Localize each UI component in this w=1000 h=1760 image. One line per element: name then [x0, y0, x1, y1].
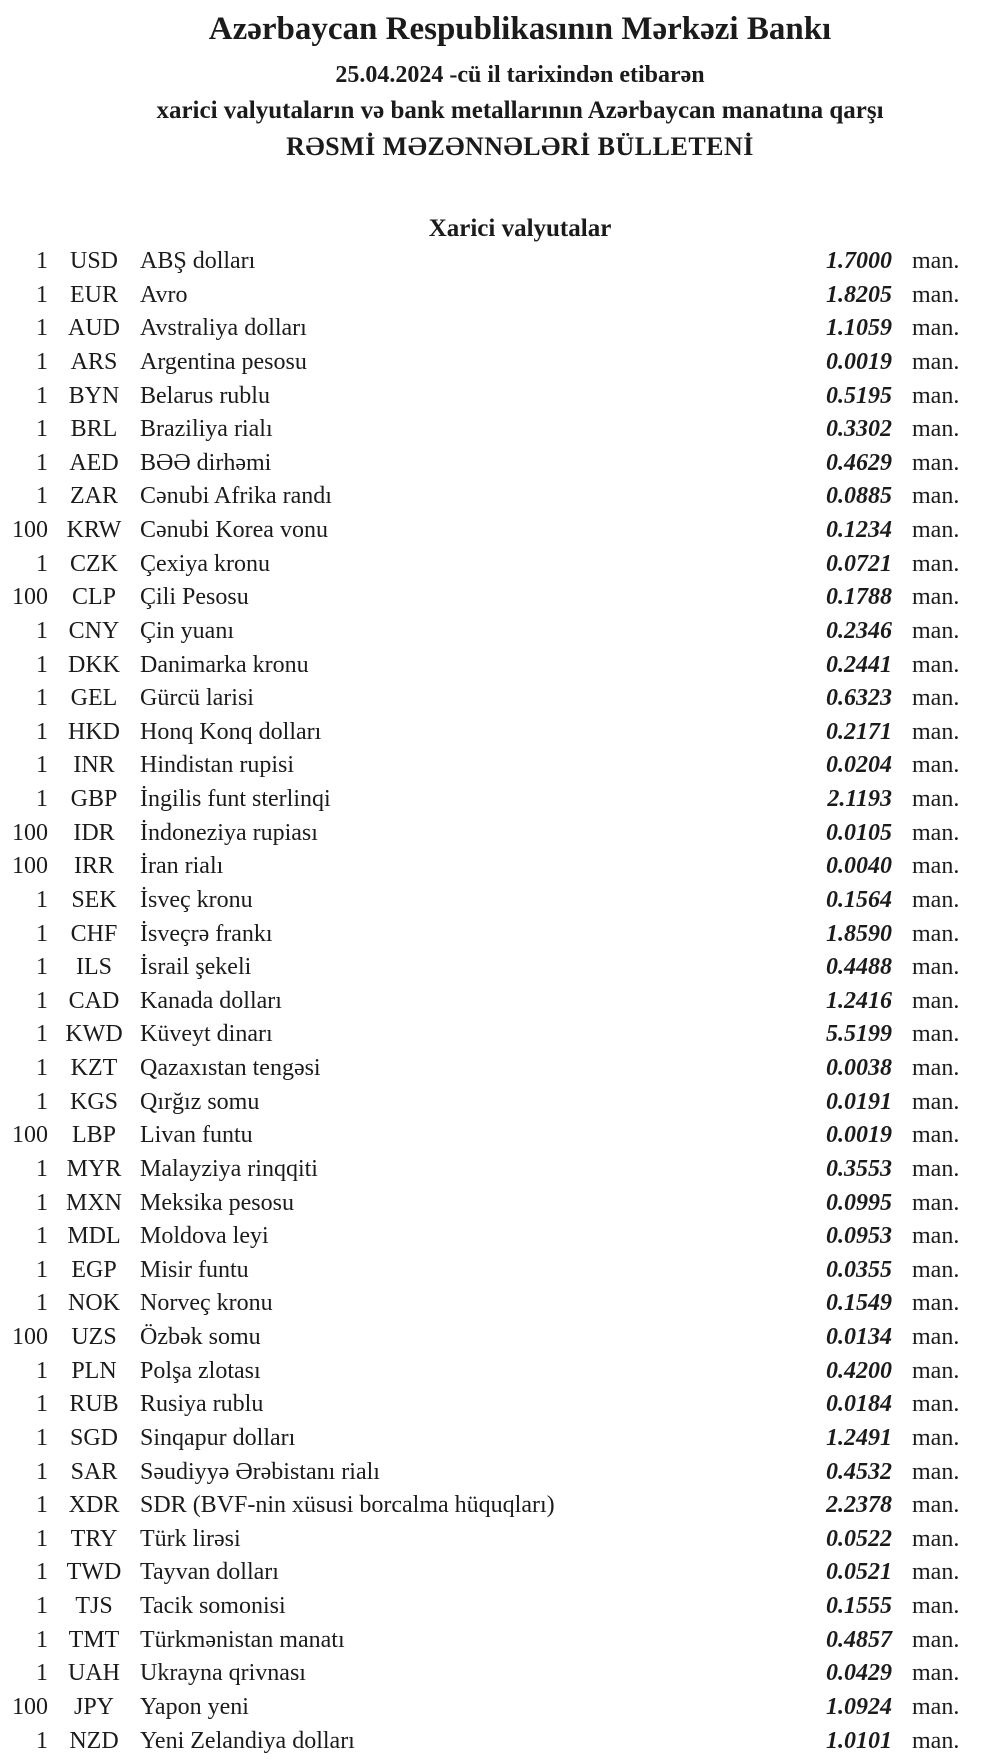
currency-unit-label: man. [912, 1357, 960, 1384]
currency-name: İsveçrə frankı [140, 920, 273, 947]
currency-code: CAD [68, 987, 120, 1014]
currency-quantity: 1 [36, 1088, 48, 1115]
section-title-foreign-currencies: Xarici valyutalar [428, 215, 612, 242]
currency-rate: 0.0134 [826, 1324, 892, 1350]
currency-name: Küveyt dinarı [140, 1021, 273, 1048]
currency-code: SGD [69, 1424, 118, 1451]
currency-rate: 0.5195 [826, 382, 892, 409]
currency-row [0, 1187, 1000, 1221]
currency-name: Argentina pesosu [140, 348, 307, 375]
currency-row [0, 1153, 1000, 1187]
currency-rate: 1.8205 [826, 281, 892, 308]
currency-rate: 0.0038 [826, 1055, 892, 1081]
currency-row [0, 1489, 1000, 1523]
currency-unit-label: man. [912, 1324, 960, 1350]
currency-quantity: 1 [36, 954, 48, 981]
currency-name: Türk lirəsi [140, 1525, 241, 1552]
currency-quantity: 100 [12, 1122, 48, 1149]
currency-rate: 0.0721 [826, 550, 892, 577]
currency-quantity: 100 [12, 517, 48, 543]
currency-unit-label: man. [912, 1424, 960, 1451]
currency-quantity: 100 [12, 1324, 48, 1350]
currency-unit-label: man. [912, 449, 960, 476]
currency-code: SEK [71, 886, 117, 913]
currency-row [0, 581, 1000, 615]
currency-row [0, 413, 1000, 447]
currency-unit-label: man. [912, 617, 960, 644]
currency-code: KGS [69, 1088, 118, 1115]
currency-code: TJS [75, 1593, 113, 1619]
currency-rate: 0.1549 [826, 1290, 892, 1317]
currency-quantity: 1 [36, 1559, 48, 1586]
currency-name: Tacik somonisi [140, 1593, 286, 1619]
currency-code: BYN [68, 382, 120, 409]
currency-name: İsrail şekeli [140, 954, 252, 981]
currency-row [0, 749, 1000, 783]
currency-unit-label: man. [912, 550, 960, 577]
currency-unit-label: man. [912, 517, 960, 543]
currency-name: Malayziya rinqqiti [140, 1155, 318, 1182]
currency-code: SAR [70, 1458, 118, 1485]
currency-name: Yapon yeni [140, 1693, 249, 1720]
currency-name: Meksika pesosu [140, 1189, 294, 1216]
currency-rate: 0.0204 [826, 752, 892, 779]
currency-quantity: 1 [36, 786, 48, 812]
currency-row [0, 1018, 1000, 1052]
rates-table [0, 245, 1000, 1758]
currency-row [0, 850, 1000, 884]
currency-code: IDR [73, 819, 115, 846]
currency-name: Türkmənistan manatı [140, 1626, 345, 1653]
currency-unit-label: man. [912, 1155, 960, 1182]
currency-code: ARS [70, 348, 118, 375]
currency-name: BƏƏ dirhəmi [140, 449, 272, 476]
currency-rate: 0.4200 [826, 1357, 892, 1384]
currency-quantity: 1 [36, 1593, 48, 1619]
currency-row [0, 480, 1000, 514]
currency-row [0, 1052, 1000, 1086]
currency-name: Norveç kronu [140, 1290, 273, 1317]
currency-quantity: 1 [36, 1727, 48, 1754]
currency-name: Qırğız somu [140, 1088, 260, 1115]
currency-name: Ukrayna qrivnası [140, 1660, 306, 1687]
currency-row [0, 716, 1000, 750]
currency-name: Danimarka kronu [140, 651, 309, 678]
currency-quantity: 1 [36, 1055, 48, 1081]
currency-code: ILS [76, 954, 112, 981]
currency-row [0, 1254, 1000, 1288]
currency-rate: 1.7000 [826, 248, 892, 274]
currency-unit-label: man. [912, 786, 960, 812]
currency-quantity: 1 [36, 382, 48, 409]
currency-row [0, 548, 1000, 582]
currency-name: Braziliya rialı [140, 416, 273, 443]
currency-rate: 5.5199 [826, 1021, 892, 1048]
currency-quantity: 1 [36, 752, 48, 779]
currency-row [0, 918, 1000, 952]
currency-rate: 2.1193 [827, 786, 892, 812]
currency-row [0, 312, 1000, 346]
currency-row [0, 1355, 1000, 1389]
currency-row [0, 817, 1000, 851]
currency-unit-label: man. [912, 1290, 960, 1317]
currency-name: Cənubi Korea vonu [140, 517, 328, 543]
currency-row [0, 1456, 1000, 1490]
subject-line: xarici valyutaların və bank metallarının Azərbaycan manatına qarşı [156, 97, 884, 124]
currency-unit-label: man. [912, 920, 960, 947]
currency-row [0, 884, 1000, 918]
currency-row [0, 1523, 1000, 1557]
currency-code: RUB [69, 1391, 119, 1418]
currency-unit-label: man. [912, 1055, 960, 1081]
currency-name: Çili Pesosu [140, 584, 249, 611]
currency-rate: 0.0521 [826, 1559, 892, 1586]
currency-quantity: 1 [36, 1223, 48, 1250]
currency-quantity: 1 [36, 483, 48, 510]
currency-rate: 0.1564 [826, 886, 892, 913]
currency-row [0, 649, 1000, 683]
currency-quantity: 1 [36, 348, 48, 375]
currency-quantity: 100 [12, 584, 48, 611]
currency-row [0, 1086, 1000, 1120]
currency-row [0, 1725, 1000, 1759]
currency-rate: 0.1234 [826, 517, 892, 543]
currency-row [0, 1691, 1000, 1725]
currency-rate: 0.0995 [826, 1189, 892, 1216]
currency-name: Livan funtu [140, 1122, 253, 1149]
currency-unit-label: man. [912, 1559, 960, 1586]
currency-rate: 0.0040 [826, 853, 892, 880]
currency-name: Tayvan dolları [140, 1559, 279, 1586]
currency-unit-label: man. [912, 954, 960, 981]
currency-quantity: 1 [36, 1525, 48, 1552]
currency-code: AED [69, 449, 119, 476]
currency-rate: 0.2171 [826, 718, 892, 745]
currency-code: TMT [68, 1626, 120, 1653]
currency-unit-label: man. [912, 1525, 960, 1552]
currency-unit-label: man. [912, 1626, 960, 1653]
currency-row [0, 1220, 1000, 1254]
currency-rate: 0.1555 [826, 1593, 892, 1619]
currency-name: Cənubi Afrika randı [140, 483, 332, 510]
currency-unit-label: man. [912, 416, 960, 443]
currency-quantity: 100 [12, 819, 48, 846]
currency-name: Polşa zlotası [140, 1357, 261, 1384]
currency-rate: 0.4532 [826, 1458, 892, 1485]
currency-code: ZAR [70, 483, 118, 510]
currency-name: Moldova leyi [140, 1223, 269, 1250]
currency-unit-label: man. [912, 1122, 960, 1149]
currency-unit-label: man. [912, 315, 960, 342]
currency-row [0, 783, 1000, 817]
currency-row [0, 245, 1000, 279]
currency-quantity: 1 [36, 1021, 48, 1048]
currency-name: İsveç kronu [140, 886, 253, 913]
currency-code: EGP [71, 1256, 117, 1283]
currency-unit-label: man. [912, 1458, 960, 1485]
currency-rate: 0.2441 [826, 651, 892, 678]
currency-rate: 1.1059 [826, 315, 892, 342]
currency-code: UAH [68, 1660, 120, 1687]
currency-name: Misir funtu [140, 1256, 249, 1283]
currency-code: CLP [71, 584, 116, 611]
currency-code: MYR [66, 1155, 122, 1182]
currency-quantity: 1 [36, 1626, 48, 1653]
currency-row [0, 1590, 1000, 1624]
currency-rate: 0.1788 [826, 584, 892, 611]
effective-date-line: 25.04.2024 -cü il tarixindən etibarən [335, 62, 705, 88]
currency-quantity: 1 [36, 550, 48, 577]
currency-code: GBP [70, 786, 118, 812]
currency-code: MXN [65, 1189, 122, 1216]
currency-quantity: 1 [36, 1256, 48, 1283]
currency-rate: 0.0184 [826, 1391, 892, 1418]
currency-quantity: 1 [36, 1155, 48, 1182]
currency-code: LBP [71, 1122, 116, 1149]
currency-code: KZT [70, 1055, 118, 1081]
currency-quantity: 1 [36, 315, 48, 342]
currency-row [0, 1119, 1000, 1153]
currency-unit-label: man. [912, 248, 960, 274]
currency-rate: 0.0953 [826, 1223, 892, 1250]
currency-row [0, 514, 1000, 548]
currency-row [0, 279, 1000, 313]
currency-name: SDR (BVF-nin xüsusi borcalma hüquqları) [140, 1492, 555, 1519]
currency-quantity: 1 [36, 281, 48, 308]
currency-row [0, 1556, 1000, 1590]
currency-rate: 0.0885 [826, 483, 892, 510]
currency-rate: 0.0429 [826, 1660, 892, 1687]
currency-unit-label: man. [912, 1189, 960, 1216]
currency-code: TRY [70, 1525, 118, 1552]
currency-name: İngilis funt sterlinqi [140, 786, 331, 812]
currency-name: Kanada dolları [140, 987, 282, 1014]
currency-name: Hindistan rupisi [140, 752, 294, 779]
currency-unit-label: man. [912, 1391, 960, 1418]
currency-row [0, 380, 1000, 414]
currency-row [0, 1624, 1000, 1658]
currency-unit-label: man. [912, 853, 960, 880]
currency-unit-label: man. [912, 1660, 960, 1687]
currency-code: TWD [66, 1559, 122, 1586]
currency-code: CHF [70, 920, 118, 947]
currency-rate: 0.0019 [826, 348, 892, 375]
currency-code: CNY [68, 617, 120, 644]
bulletin-title: RƏSMİ MƏZƏNNƏLƏRİ BÜLLETENİ [286, 132, 754, 161]
currency-name: ABŞ dolları [140, 248, 256, 274]
currency-unit-label: man. [912, 348, 960, 375]
currency-quantity: 1 [36, 886, 48, 913]
currency-name: Gürcü larisi [140, 685, 254, 712]
currency-rate: 1.0101 [826, 1727, 892, 1754]
currency-code: XDR [68, 1492, 120, 1519]
currency-code: PLN [71, 1357, 117, 1384]
currency-row [0, 346, 1000, 380]
currency-rate: 0.6323 [826, 685, 892, 712]
currency-name: Belarus rublu [140, 382, 270, 409]
currency-unit-label: man. [912, 1021, 960, 1048]
currency-code: INR [73, 752, 115, 779]
currency-rate: 0.3302 [826, 416, 892, 443]
currency-quantity: 100 [12, 1693, 48, 1720]
currency-name: Səudiyyə Ərəbistanı rialı [140, 1458, 380, 1485]
currency-quantity: 1 [36, 617, 48, 644]
currency-unit-label: man. [912, 651, 960, 678]
currency-row [0, 951, 1000, 985]
currency-rate: 2.2378 [826, 1492, 892, 1519]
currency-rate: 0.3553 [826, 1155, 892, 1182]
currency-code: KWD [65, 1021, 123, 1048]
currency-quantity: 1 [36, 1357, 48, 1384]
currency-rate: 1.8590 [826, 920, 892, 947]
currency-unit-label: man. [912, 584, 960, 611]
currency-rate: 1.0924 [826, 1693, 892, 1720]
currency-quantity: 1 [36, 718, 48, 745]
currency-quantity: 1 [36, 920, 48, 947]
currency-quantity: 1 [36, 1424, 48, 1451]
currency-row [0, 985, 1000, 1019]
currency-code: NZD [69, 1727, 119, 1754]
currency-row [0, 447, 1000, 481]
currency-quantity: 1 [36, 1290, 48, 1317]
currency-code: AUD [68, 315, 120, 342]
currency-code: BRL [70, 416, 118, 443]
currency-name: İndoneziya rupiası [140, 819, 318, 846]
currency-quantity: 1 [36, 1492, 48, 1519]
currency-name: Özbək somu [140, 1324, 261, 1350]
currency-code: NOK [68, 1290, 120, 1317]
currency-unit-label: man. [912, 382, 960, 409]
currency-quantity: 100 [12, 853, 48, 880]
currency-quantity: 1 [36, 416, 48, 443]
currency-name: Çin yuanı [140, 617, 234, 644]
currency-unit-label: man. [912, 483, 960, 510]
currency-row [0, 1422, 1000, 1456]
currency-unit-label: man. [912, 1088, 960, 1115]
currency-quantity: 1 [36, 1189, 48, 1216]
currency-name: Sinqapur dolları [140, 1424, 296, 1451]
currency-unit-label: man. [912, 987, 960, 1014]
currency-quantity: 1 [36, 987, 48, 1014]
currency-rate: 0.0522 [826, 1525, 892, 1552]
currency-unit-label: man. [912, 1223, 960, 1250]
currency-name: Avro [140, 281, 188, 308]
currency-unit-label: man. [912, 819, 960, 846]
currency-unit-label: man. [912, 1593, 960, 1619]
bank-title: Azərbaycan Respublikasının Mərkəzi Bankı [208, 11, 832, 47]
currency-rate: 0.4857 [826, 1626, 892, 1653]
currency-name: Qazaxıstan tengəsi [140, 1055, 321, 1081]
currency-quantity: 1 [36, 1458, 48, 1485]
currency-code: DKK [68, 651, 120, 678]
currency-rate: 0.0355 [826, 1256, 892, 1283]
currency-unit-label: man. [912, 752, 960, 779]
currency-row [0, 1388, 1000, 1422]
currency-rate: 0.0105 [826, 819, 892, 846]
currency-quantity: 1 [36, 449, 48, 476]
currency-unit-label: man. [912, 718, 960, 745]
currency-unit-label: man. [912, 1727, 960, 1754]
currency-name: Avstraliya dolları [140, 315, 307, 342]
currency-unit-label: man. [912, 1256, 960, 1283]
currency-code: KRW [66, 517, 122, 543]
currency-row [0, 1321, 1000, 1355]
currency-code: MDL [67, 1223, 121, 1250]
currency-quantity: 1 [36, 248, 48, 274]
currency-code: GEL [70, 685, 118, 712]
currency-row [0, 682, 1000, 716]
currency-rate: 1.2491 [826, 1424, 892, 1451]
currency-quantity: 1 [36, 685, 48, 712]
currency-code: CZK [70, 550, 118, 577]
currency-rate: 0.0019 [826, 1122, 892, 1149]
currency-row [0, 1287, 1000, 1321]
currency-unit-label: man. [912, 685, 960, 712]
currency-rate: 0.2346 [826, 617, 892, 644]
currency-rate: 0.0191 [826, 1088, 892, 1115]
currency-name: Honq Konq dolları [140, 718, 322, 745]
currency-quantity: 1 [36, 1391, 48, 1418]
currency-row [0, 1657, 1000, 1691]
currency-name: Çexiya kronu [140, 550, 270, 577]
currency-code: HKD [68, 718, 120, 745]
currency-name: Yeni Zelandiya dolları [140, 1727, 355, 1754]
currency-code: JPY [73, 1693, 115, 1720]
currency-unit-label: man. [912, 281, 960, 308]
currency-rate: 0.4488 [826, 954, 892, 981]
currency-row [0, 615, 1000, 649]
currency-name: Rusiya rublu [140, 1391, 264, 1418]
currency-code: IRR [73, 853, 114, 880]
currency-unit-label: man. [912, 1492, 960, 1519]
currency-unit-label: man. [912, 886, 960, 913]
currency-rate: 0.4629 [826, 449, 892, 476]
currency-name: İran rialı [140, 853, 224, 880]
currency-code: EUR [70, 281, 118, 308]
currency-code: USD [69, 248, 118, 274]
currency-quantity: 1 [36, 651, 48, 678]
currency-quantity: 1 [36, 1660, 48, 1687]
currency-unit-label: man. [912, 1693, 960, 1720]
currency-rate: 1.2416 [826, 987, 892, 1014]
currency-code: UZS [71, 1324, 117, 1350]
